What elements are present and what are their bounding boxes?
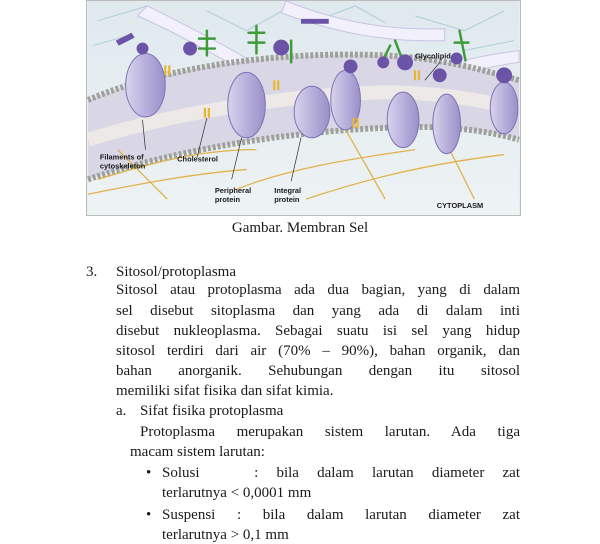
bullet-marker-1: • [146, 465, 152, 481]
paragraph-line-3: disebut nukleoplasma. Sebagai suatu isi sel yang hidup [116, 323, 520, 339]
subsection-intro-line-2: macam sistem larutan: [130, 444, 265, 460]
label-peripheral-line1: Peripheral [214, 186, 252, 196]
section-number: 3. [86, 264, 98, 280]
paragraph-line-6: memiliki sifat fisika dan sifat kimia. [116, 383, 334, 399]
paragraph-line-1: Sitosol atau protoplasma ada dua bagian, yang di dalam [116, 282, 520, 298]
label-integral-line1: Integral [274, 186, 302, 196]
label-integral-line2: protein [274, 195, 300, 205]
label-filaments-line1: Filaments of [99, 152, 144, 162]
figure-caption: Gambar. Membran Sel [231, 220, 369, 236]
subsection-letter: a. [116, 403, 127, 419]
bullet-solusi-line-2: terlarutnya < 0,0001 mm [162, 485, 312, 501]
label-cholesterol: Cholesterol [177, 154, 219, 164]
bullet-suspensi-line-1: Suspensi : bila dalam larutan diameter zat [162, 507, 520, 523]
label-cytoplasm: CYTOPLASM [436, 201, 484, 211]
paragraph-line-5: bahan anorganik. Sehubungan dengan itu sitosol [116, 363, 520, 379]
paragraph-line-2: sel disebut sitoplasma dan yang ada di dalam inti [116, 303, 520, 319]
paragraph-line-4: sitosol terdiri dari air (70% – 90%), bahan organik, dan [116, 343, 520, 359]
label-filaments-line2: cytoskeleton [99, 161, 146, 171]
bullet-marker-2: • [146, 507, 152, 523]
label-peripheral-line2: protein [214, 195, 240, 205]
label-glycolipid: Glycolipid [414, 51, 451, 61]
subsection-title: Sifat fisika protoplasma [140, 403, 284, 419]
bullet-solusi-line-1: Solusi : bila dalam larutan diameter zat [162, 465, 520, 481]
cell-membrane-illustration [87, 1, 520, 215]
bullet-suspensi-line-2: terlarutnya > 0,1 mm [162, 527, 289, 543]
cell-membrane-figure [86, 0, 521, 216]
section-title: Sitosol/protoplasma [116, 264, 236, 280]
subsection-intro-line-1: Protoplasma merupakan sistem larutan. Ada tiga [140, 424, 520, 440]
